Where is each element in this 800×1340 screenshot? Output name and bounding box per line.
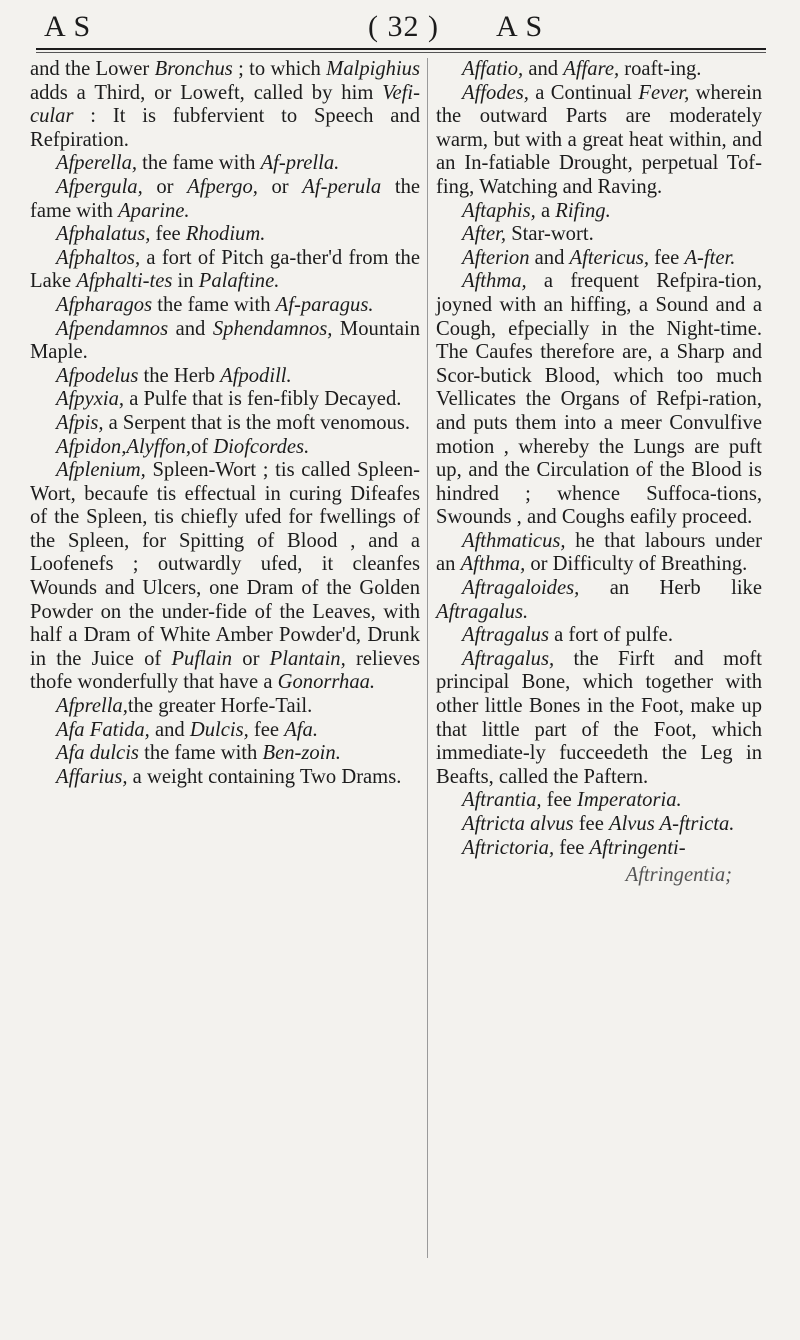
dictionary-entry [436,270,762,530]
header-left: A S [44,10,92,43]
entry-text: the greater Horfe-Tail. [127,695,313,718]
entry-headword: Afpodelus [56,364,139,387]
dictionary-entry [30,365,420,389]
entry-headword: Afprella, [56,695,128,718]
dictionary-entry [30,58,420,152]
entry-headword: Affatio, [462,58,524,80]
dictionary-entry [30,695,420,719]
entry-headword: Afpharagos [56,293,153,316]
entry-reference: Rifing. [555,199,611,222]
dictionary-entry [436,223,762,247]
entry-reference: Fever, [638,81,690,104]
dictionary-entry [30,719,420,743]
entry-reference: Bronchus [154,58,233,80]
entry-text: a fort of pulfe. [548,624,674,647]
entry-reference: Vefi-cular [30,81,420,128]
dictionary-entry [30,742,420,766]
dictionary-entry [30,388,420,412]
entry-reference: Imperatoria. [576,789,682,812]
entry-reference: Palaftine. [198,270,280,293]
dictionary-entry [30,247,420,294]
right-column [436,58,762,888]
entry-headword: Afpidon,Alyffon, [56,435,191,458]
entry-headword: Afperella, [56,152,138,175]
entry-reference: Afa. [284,718,318,741]
entry-headword: Afpendamnos [56,317,169,340]
entry-text: Star-wort. [506,223,594,246]
entry-reference: Sphendamnos, [212,317,333,340]
header-rule-thin [36,52,766,53]
entry-headword: Afa [56,718,85,741]
entry-reference: Af-prella. [260,152,340,175]
entry-reference: Affare, [563,58,620,80]
entry-headword: Aftragalus, [462,647,555,670]
entry-headword: Afphalatus, [56,223,151,246]
entry-headword: Aftragalus [462,624,549,647]
entry-headword: Afpyxia, [56,388,125,411]
entry-text: a Pulfe that is fen-fibly Decayed. [124,388,402,411]
entry-headword: Afpergula, [56,175,143,198]
entry-reference: Afphalti-tes [76,270,173,293]
entry-text: ; to which [232,58,327,80]
entry-text: and [168,317,213,340]
page-number: ( 32 ) [368,10,439,43]
entry-text: a Serpent that is the moft venomous. [103,411,411,434]
entry-text: or [257,175,303,198]
entry-headword: After, [462,223,507,246]
entry-headword: Affarius, [56,765,128,788]
entry-headword: Afthmaticus, [462,529,566,552]
entry-text: the fame with [138,742,263,765]
entry-headword: Aftaphis, [462,199,536,222]
entry-reference: Diofcordes. [213,435,310,458]
entry-text: a frequent Refpira-tion, joyned with an hiffing, a Sound and a Cough, efpecially in the Night-time. The Caufes therefore are, a Sharp and Scor-butick Blood, which too much Vellicates the Organs of Refpi-ration, and puts them into a meer Convulfive motion , whereby the Lungs are puft up, and the Circulation of the Blood is hindred ; whence Suffoca-tions, Swounds , and Coughs eafily proceed. [436,270,762,529]
entry-headword: Afplenium, [56,459,146,482]
dictionary-entry [436,813,762,837]
entry-reference: Afpergo, [187,175,258,198]
entry-reference: Malpighius [326,58,420,80]
dictionary-entry [436,58,762,82]
entry-headword: Aftrictoria, [462,836,555,859]
dictionary-entry [436,247,762,271]
dictionary-entry [30,766,420,790]
dictionary-entry [30,294,420,318]
header-right: A S [496,10,544,43]
entry-text: in [172,270,199,293]
entry-headword: Afpis, [56,411,104,434]
entry-reference: Aparine. [118,199,190,222]
dictionary-entry [30,223,420,247]
entry-text: or [142,175,188,198]
entry-text: Mountain Maple. [30,317,421,364]
entry-text: the Herb [138,364,221,387]
dictionary-entry [436,624,762,648]
entry-reference: Aftericus, [569,246,650,269]
entry-text: or Difficulty of Breathing. [525,553,748,576]
running-header [36,10,776,44]
dictionary-entry [30,412,420,436]
dictionary-entry [30,436,420,460]
entry-text: he that labours under an [436,529,762,576]
entry-text: an Herb like [579,577,762,600]
dictionary-entry [30,459,420,695]
entry-headword: Aftricta alvus [462,813,574,835]
entry-text: fee [573,813,609,835]
entry-reference: Fatida, [89,718,150,741]
entry-reference: Afpodill. [220,364,292,387]
entry-text: the fame with [30,175,421,222]
entry-reference: Af-paragus. [275,293,374,316]
entry-reference: Dulcis, [189,718,249,741]
entry-text: or [232,647,270,670]
entry-reference: Aftringenti- [589,836,686,859]
entry-text: relieves thofe wonderfully that have a [30,647,421,694]
entry-headword: Afa dulcis [56,742,139,765]
entry-reference: Afthma, [460,553,526,576]
entry-text: fee [554,836,590,859]
entry-text: of [191,435,214,458]
entry-reference: Plantain, [269,647,346,670]
entry-text: fee [248,718,285,741]
column-divider [427,58,428,1258]
dictionary-entry [436,837,762,861]
entry-text: a fort of Pitch ga-ther'd from the Lake [30,246,420,293]
entry-reference: Puflain [171,647,233,670]
entry-reference: Af-perula [302,175,382,198]
entry-text: adds a Third, or Loweft, called by him [30,81,383,104]
entry-text: a weight containing Two Drams. [127,765,402,788]
entry-headword: Aftragaloides, [462,577,580,600]
entry-headword: Afterion [462,246,530,269]
entry-text: a Continual [528,81,639,104]
entry-reference: A-fter. [684,246,736,269]
dictionary-entry [30,152,420,176]
entry-reference: Aftragalus. [436,600,529,623]
entry-text: : It is fubfervient to Speech and Refpiration. [30,105,420,151]
entry-text: a [535,199,556,222]
entry-text: Spleen-Wort ; tis called Spleen-Wort, becaufe tis effectual in curing Difeafes of the Spleen, tis chiefly ufed for fwellings of the Spleen, for Spitting of Blood , and a Loofenefs ; outwardly ufed, it cleanfes Wounds and Ulcers, one Dram of the Golden Powder on the under-fide of the Leaves, with half a Dram of White Amber Powder'd, Drunk in the Juice of [30,459,420,670]
entry-headword: Afthma, [462,270,527,293]
dictionary-entry [436,648,762,790]
entry-reference: Rhodium. [185,223,266,246]
entry-text: and [523,58,564,80]
dictionary-entry [30,318,420,365]
entry-headword: Affodes, [462,81,529,104]
entry-text: fee [649,246,685,269]
entry-reference: Alvus A-ftricta. [608,813,735,835]
entry-text: fee [150,223,186,246]
entry-text: the fame with [137,152,261,175]
entry-headword: Afphaltos, [56,246,141,269]
entry-text: fee [541,789,577,812]
dictionary-entry [436,200,762,224]
entry-text: wherein the outward Parts are moderately warm, but with a great heat within, and an In-fatiable Drought, perpetual Tof-fing, Watching and Raving. [436,81,762,198]
entry-text: and the Lower [30,58,155,80]
left-column [30,58,420,789]
entry-headword: Aftrantia, [462,789,542,812]
catchword: Aftringentia; [625,864,732,887]
header-rule [36,48,766,50]
entry-text: and [529,246,570,269]
entry-reference: Gonorrhaa. [277,671,376,694]
dictionary-entry [436,530,762,577]
dictionary-entry [436,789,762,813]
entry-text: roaft-ing. [619,58,702,80]
entry-text: the Firft and moft principal Bone, which together with other little Bones in the Foot, make up that little part of the Foot, which immediate-ly fucceedeth the Leg in Beafts, called the Paftern. [436,647,762,788]
entry-text: the fame with [152,293,276,316]
entry-text: and [149,718,190,741]
dictionary-entry [436,82,762,200]
dictionary-entry [436,577,762,624]
dictionary-entry [30,176,420,223]
entry-reference: Ben-zoin. [262,742,341,765]
